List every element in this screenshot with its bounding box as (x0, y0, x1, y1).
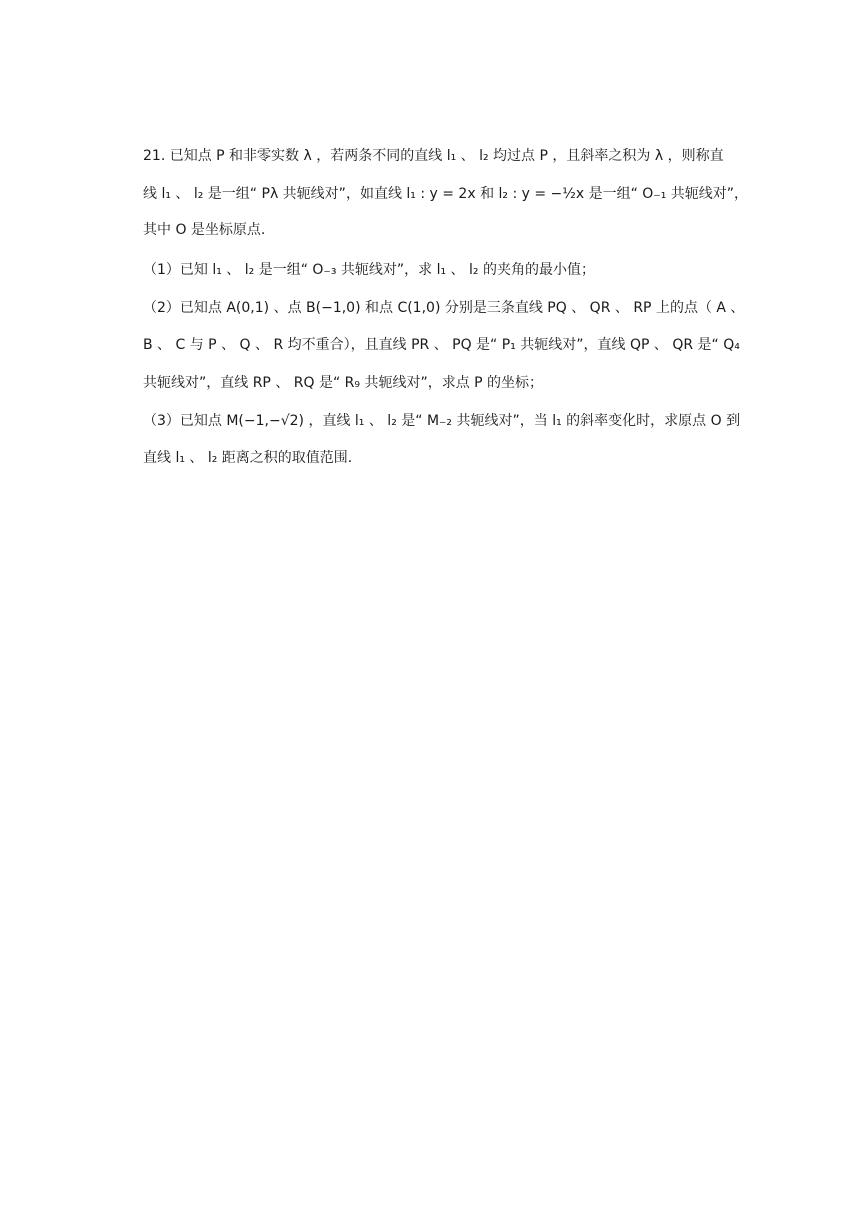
problem-21 (143, 146, 749, 468)
question-2-text-cont: 共轭线对”，直线 RP 、 RQ 是“ R₉ 共轭线对”，求点 P 的坐标； (143, 375, 544, 391)
question-3-text-cont: 直线 l₁ 、 l₂ 距离之积的取值范围. (143, 450, 353, 466)
problem-text-line: 21. 已知点 P 和非零实数 λ ，若两条不同的直线 l₁ 、 l₂ 均过点 P ，且斜率之积为 λ ，则称直 (143, 148, 724, 164)
question-3-text: （3）已知点 M(−1,−√2) ，直线 l₁ 、 l₂ 是“ M₋₂ 共轭线对”，当 l₁ 的斜率变化时，求原点 O 到 (143, 413, 741, 429)
question-2-text-cont: B 、 C 与 P 、 Q 、 R 均不重合），且直线 PR 、 PQ 是“ P₁ 共轭线对”，直线 QP 、 QR 是“ Q₄ (143, 337, 740, 353)
problem-text-line: 其中 O 是坐标原点. (143, 222, 266, 238)
question-1-text: （1）已知 l₁ 、 l₂ 是一组“ O₋₃ 共轭线对”，求 l₁ 、 l₂ 的夹角的最小值； (143, 262, 595, 278)
question-2-text: （2）已知点 A(0,1) 、点 B(−1,0) 和点 C(1,0) 分别是三条直线 PQ 、 QR 、 RP 上的点（ A 、 (143, 300, 745, 316)
problem-text-line: 线 l₁ 、 l₂ 是一组“ Pλ 共轭线对”，如直线 l₁ : y = 2x 和 l₂ : y = −½x 是一组“ O₋₁ 共轭线对”， (143, 186, 749, 202)
